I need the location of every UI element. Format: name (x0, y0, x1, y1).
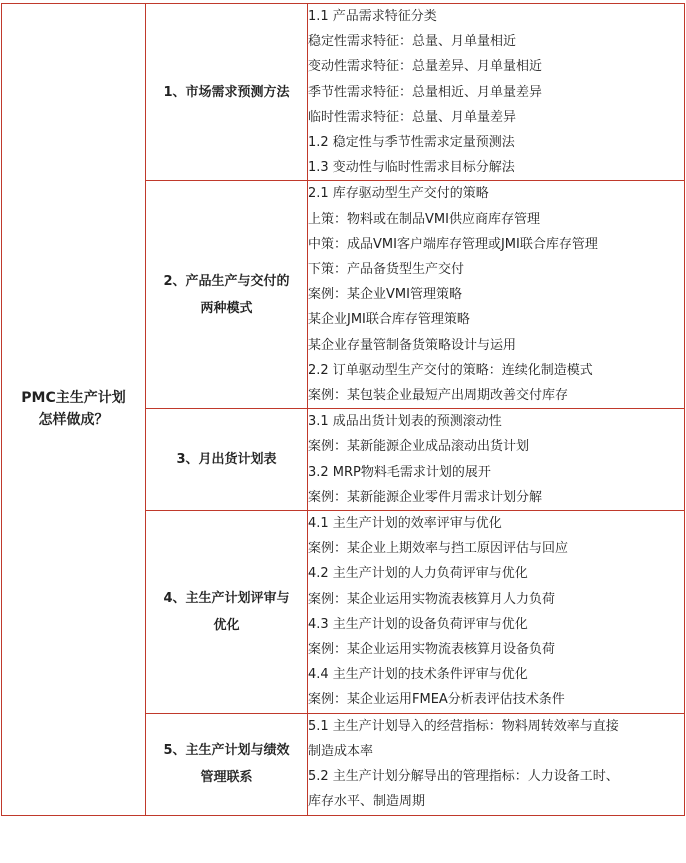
content-line: 季节性需求特征：总量相近、月单量差异 (308, 84, 543, 100)
section-content-5 (308, 713, 685, 815)
content-line: 案例：某企业运用FMEA分析表评估技术条件 (308, 692, 565, 708)
section-topic-line: 优化 (213, 617, 240, 633)
content-line: 某企业JMI联合库存管理策略 (308, 312, 470, 328)
content-line: 案例：某新能源企业成品滚动出货计划 (308, 439, 530, 455)
content-line: 变动性需求特征：总量差异、月单量相近 (308, 59, 543, 75)
content-line: 2.2 订单驱动型生产交付的策略：连续化制造模式 (308, 362, 593, 378)
section-content-2 (308, 181, 685, 409)
root-topic-line-1: PMC主生产计划 (21, 390, 126, 407)
content-line: 4.4 主生产计划的技术条件评审与优化 (308, 667, 528, 683)
content-line: 4.3 主生产计划的设备负荷评审与优化 (308, 616, 528, 632)
content-line: 制造成本率 (308, 743, 374, 759)
section-topic-2 (146, 181, 308, 409)
content-line: 稳定性需求特征：总量、月单量相近 (308, 34, 517, 50)
content-line: 下策：产品备货型生产交付 (308, 262, 465, 278)
section-content-4 (308, 511, 685, 714)
section-topic-line: 4、主生产计划评审与 (163, 590, 290, 606)
course-outline-table (1, 3, 685, 816)
content-line: 临时性需求特征：总量、月单量差异 (308, 109, 517, 125)
content-line: 某企业存量管制备货策略设计与运用 (308, 337, 517, 353)
content-line: 案例：某包装企业最短产出周期改善交付库存 (308, 388, 569, 404)
section-topic-5 (146, 713, 308, 815)
section-topic-line: 3、月出货计划表 (176, 452, 277, 468)
content-line: 3.2 MRP物料毛需求计划的展开 (308, 464, 491, 480)
content-line: 1.2 稳定性与季节性需求定量预测法 (308, 135, 515, 151)
section-topic-line: 5、主生产计划与绩效 (163, 743, 290, 759)
section-topic-line: 2、产品生产与交付的 (163, 273, 290, 289)
content-line: 1.1 产品需求特征分类 (308, 9, 437, 24)
content-line: 案例：某企业VMI管理策略 (308, 287, 462, 303)
section-row-1 (2, 4, 685, 181)
content-line: 4.2 主生产计划的人力负荷评审与优化 (308, 566, 528, 582)
section-topic-1 (146, 4, 308, 181)
content-line: 4.1 主生产计划的效率评审与优化 (308, 516, 502, 532)
section-topic-3 (146, 409, 308, 511)
content-line: 案例：某企业上期效率与挡工原因评估与回应 (308, 541, 569, 557)
content-line: 1.3 变动性与临时性需求目标分解法 (308, 160, 515, 176)
section-content-3 (308, 409, 685, 511)
content-line: 案例：某新能源企业零件月需求计划分解 (308, 489, 543, 505)
content-line: 上策：物料或在制品VMI供应商库存管理 (308, 211, 540, 227)
content-line: 中策：成品VMI客户端库存管理或JMI联合库存管理 (308, 236, 598, 252)
content-line: 3.1 成品出货计划表的预测滚动性 (308, 414, 502, 430)
root-topic-line-2: 怎样做成？ (38, 412, 109, 429)
root-topic-cell (2, 4, 146, 816)
section-content-1 (308, 4, 685, 181)
section-topic-line: 1、市场需求预测方法 (163, 84, 290, 100)
content-line: 案例：某企业运用实物流表核算月人力负荷 (308, 591, 556, 607)
content-line: 5.1 主生产计划导入的经营指标：物料周转效率与直接 (308, 718, 619, 734)
content-line: 案例：某企业运用实物流表核算月设备负荷 (308, 642, 556, 658)
section-topic-line: 管理联系 (200, 770, 253, 786)
section-topic-4 (146, 511, 308, 714)
content-line: 5.2 主生产计划分解导出的管理指标：人力设备工时、 (308, 769, 619, 785)
content-line: 库存水平、制造周期 (308, 794, 426, 810)
section-topic-line: 两种模式 (200, 300, 253, 316)
content-line: 2.1 库存驱动型生产交付的策略 (308, 186, 489, 202)
